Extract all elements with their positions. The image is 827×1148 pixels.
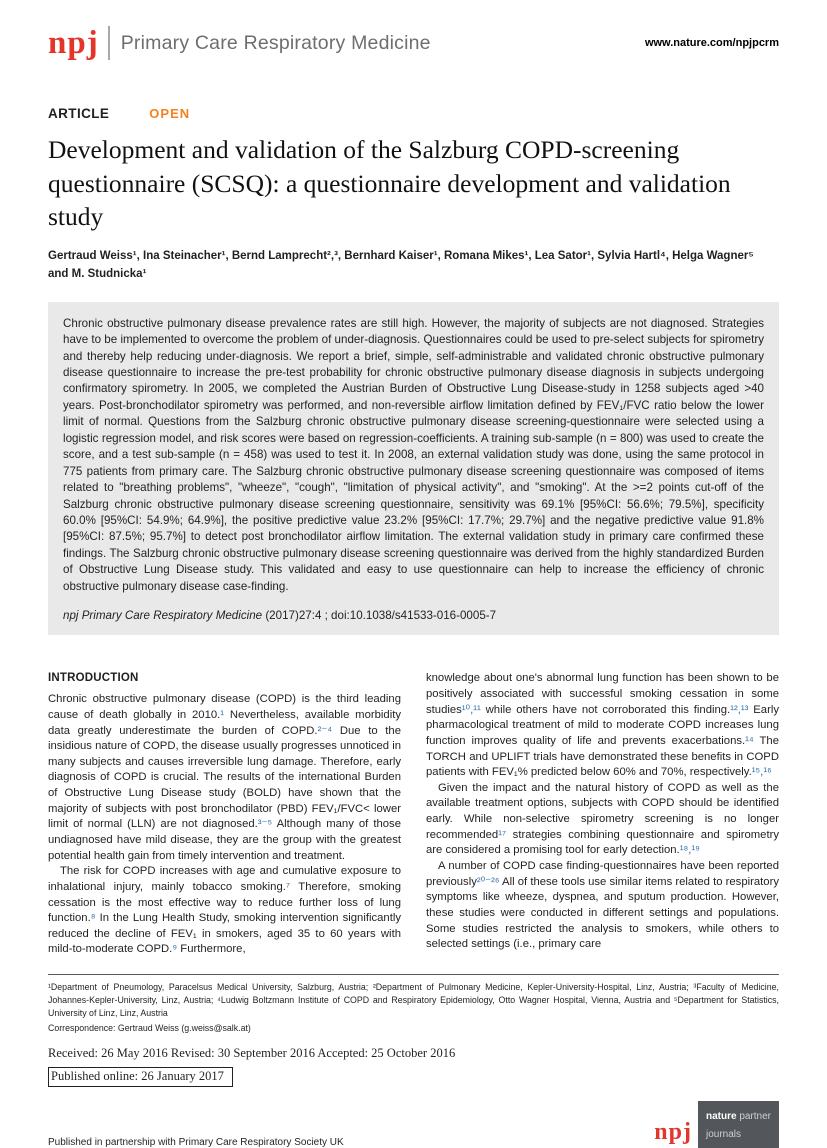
abstract-text: Chronic obstructive pulmonary disease prevalence rates are still high. However, the majority of subjects are not diagnosed. Strategies have to be implemented to overcome the problem of under-diagnosis. Questionnaires could be used to pre-select subjects for spirometry and thereby help reducing under-diagnosis. We report a brief, simple, self-administrable and validated chronic obstructive pulmonary disease questionnaire to increase the pre-test probability for chronic obstructive pulmonary disease diagnosis in subjects undergoing confirmatory spirometry. In 2005, we completed the Austrian Burden of Obstructive Lung Disease-study in 1258 subjects aged >40 years. Post-bronchodilator spirometry was performed, and non-reversible airflow limitation defined by FEV₁/FVC ratio below the lower limit of normal. Questions from the Salzburg chronic obstructive pulmonary disease screening-questionnaire were selected using a logistic regression model, and risk scores were based on regression-coefficients. A training sub-sample (n = 800) was used to create the score, and a test sub-sample (n = 458) was used to test it. In 2008, an external validation study was done, using the same protocol in 775 patients from primary care. The Salzburg chronic obstructive pulmonary disease screening questionnaire was composed of items related to "breathing problems", "wheeze", "cough", "limitation of physical activity", and "smoking". At the >=2 points cut-off of the Salzburg chronic obstructive pulmonary disease screening questionnaire, sensitivity was 69.1% [95%CI: 56.6%; 79.5%], specificity 60.0% [95%CI: 54.9%; 64.9%], the positive predictive value 23.2% [95%CI: 17.7%; 29.7%] and the negative predictive value 91.8% [95%CI: 87.5%; 95.7%] to detect post bronchodilator airflow limitation. The external validation study in primary care confirmed these findings. The Salzburg chronic obstructive pulmonary disease screening questionnaire was derived from the highly standardized Burden of Obstructive Lung Disease study. This validated and easy to use questionnaire can help to increase the efficiency of chronic obstructive pulmonary disease case-finding. (63, 316, 764, 593)
published-online-box: Published online: 26 January 2017 (48, 1067, 233, 1087)
nature-word: nature (705, 1110, 737, 1122)
author-list: Gertraud Weiss¹, Ina Steinacher¹, Bernd Lamprecht²,³, Bernhard Kaiser¹, Romana Mikes¹, Lea Sator¹, Sylvia Hartl⁴, Helga Wagner⁵ and M. Studnicka¹ (48, 249, 754, 280)
introduction-heading: INTRODUCTION (48, 672, 139, 685)
intro-paragraph: A number of COPD case finding-questionnaires have been reported previously²⁰⁻²⁶ All of these tools use similar items related to respiratory symptoms like wheeze, dyspnea, and sputum production. However, these studies were conducted in different settings and populations. Some studies restricted the analysis to smokers, while others to selected settings (i.e., primary care (426, 859, 779, 951)
citation-line (63, 609, 764, 622)
citation-journal: npj Primary Care Respiratory Medicine (63, 609, 263, 623)
affiliations: ¹Department of Pneumology, Paracelsus Medical University, Salzburg, Austria; ²Department of Pulmonary Medicine, Kepler-University-Hospital, Linz, Austria; ³Faculty of Medicine, Johannes-Kepler-University, Linz, Austria; ⁴Ludwig Boltzmann Institute of COPD and Respiratory Epidemiology, Otto Wagner Hospital, Vienna, Austria and ⁵Department for Statistics, University of Linz, Linz, Austria (48, 982, 779, 1019)
nature-partner-journals-box (698, 1101, 779, 1148)
intro-paragraph: The risk for COPD increases with age and cumulative exposure to inhalational injury, mainly tobacco smoking.⁷ Therefore, smoking cessation is the most effective way to reduce further loss of lung function.⁸ In the Lung Health Study, smoking intervention significantly reduced the decline of FEV₁ in smokers, aged 35 to 60 years with mild-to-moderate COPD.⁹ Furthermore, (48, 865, 401, 956)
article-body (48, 671, 779, 958)
npj-logo-small: npj (654, 1119, 692, 1146)
npj-logo: npj (48, 24, 99, 61)
article-type-label: ARTICLE (48, 106, 110, 121)
article-type-row (48, 106, 779, 121)
citation-doi: (2017)27:4 ; doi:10.1038/s41533-016-0005-7 (262, 609, 497, 623)
journal-masthead (48, 0, 779, 60)
abstract-box (48, 302, 779, 636)
journals-word: journals (705, 1129, 741, 1141)
bottom-row (48, 1101, 779, 1148)
partnership-note: Published in partnership with Primary Care Respiratory Society UK (48, 1137, 344, 1148)
article-footer (48, 974, 779, 1148)
open-access-badge: OPEN (149, 106, 191, 121)
left-column (48, 671, 401, 958)
correspondence-line: Correspondence: Gertraud Weiss (g.weiss@salk.at) (48, 1022, 251, 1033)
logo-divider (108, 26, 110, 60)
intro-paragraph: Chronic obstructive pulmonary disease (COPD) is the third leading cause of death globally in 2010.¹ Nevertheless, available morbidity data greatly underestimate the burden of COPD.²⁻⁴ Due to the insidious nature of COPD, the disease usually progresses unnoticed in many subjects and causes irreversible lung damage. Therefore, early diagnosis of COPD is crucial. The results of the international Burden of Obstructive Lung Disease study (BOLD) have shown that the majority of subjects with post bronchodilator (PBD) FEV₁/FVC< lower limit of normal (LLN) are not diagnosed.³⁻⁵ Although many of those undiagnosed have mild disease, they are the group with the greatest potential health gain from timely intervention and treatment. (48, 693, 401, 862)
received-revised-accepted: Received: 26 May 2016 Revised: 30 September 2016 Accepted: 25 October 2016 (48, 1045, 456, 1060)
npj-nature-partner-journals-logo (654, 1101, 779, 1148)
intro-paragraph: Given the impact and the natural history of COPD as well as the available treatment options, subjects with COPD should be identified early. While non-selective spirometry screening is no longer recommended¹⁷ strategies combining questionnaire and spirometry are considered a promising tool for early detection.¹⁸,¹⁹ (426, 781, 779, 857)
intro-paragraph: knowledge about one's abnormal lung function has been shown to be positively associated with successful smoking cessation in some studies¹⁰,¹¹ while others have not corroborated this finding.¹²,¹³ Early pharmacological treatment of mild to moderate COPD increases lung function improves quality of life and prevents exacerbations.¹⁴ The TORCH and UPLIFT trials have demonstrated these benefits in COPD patients with FEV₁% predicted below 60% and 70%, respectively.¹⁵,¹⁶ (426, 672, 779, 779)
article-title: Development and validation of the Salzburg COPD-screening questionnaire (SCSQ): a questionnaire development and validation study (48, 135, 731, 232)
partner-word: partner (739, 1110, 771, 1122)
journal-name: Primary Care Respiratory Medicine (120, 31, 431, 54)
journal-logo-group (48, 26, 431, 60)
right-column (426, 671, 779, 958)
journal-url-link[interactable]: www.nature.com/npjpcrm (644, 37, 779, 49)
